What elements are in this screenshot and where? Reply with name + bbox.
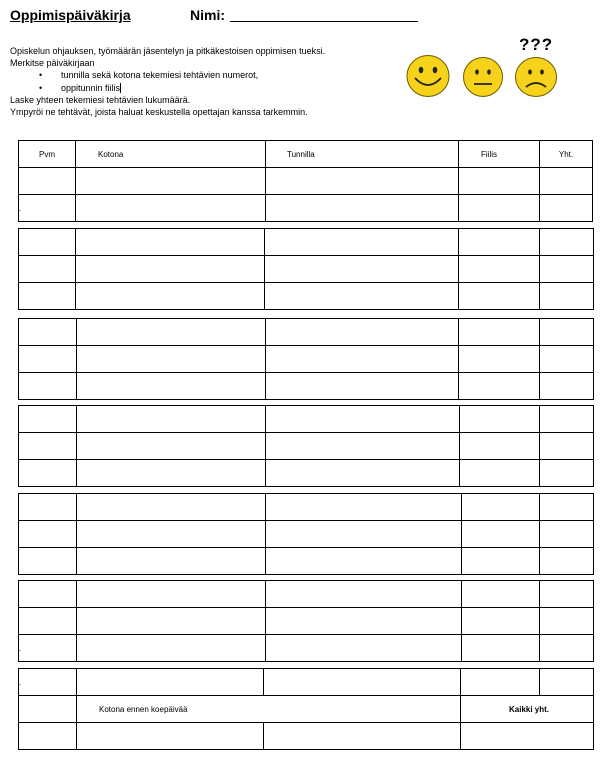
lesson-cell[interactable]: [266, 460, 460, 487]
mood-cell[interactable]: [460, 406, 540, 433]
table-row[interactable]: [19, 168, 593, 195]
instruction-bullet: • oppitunnin fiilis: [48, 82, 325, 94]
neutral-face-icon: [462, 56, 504, 98]
table-row[interactable]: [19, 406, 594, 433]
total-cell[interactable]: [540, 229, 594, 256]
table-row[interactable]: [19, 346, 594, 373]
mood-cell[interactable]: [459, 346, 540, 373]
table-row[interactable]: [19, 283, 594, 310]
home-cell[interactable]: [77, 669, 264, 696]
total-cell[interactable]: [540, 373, 594, 400]
lesson-cell[interactable]: [266, 494, 462, 521]
total-cell[interactable]: [540, 433, 594, 460]
lesson-cell[interactable]: [266, 521, 462, 548]
intro-line-1: Opiskelun ohjauksen, työmäärän jäsentelyn ja pitkäkestoisen oppimisen tueksi.: [10, 46, 326, 56]
diary-table-group-4: [18, 405, 594, 487]
date-cell[interactable]: .: [19, 635, 77, 662]
date-cell[interactable]: [19, 168, 76, 195]
home-cell[interactable]: [77, 346, 266, 373]
table-row[interactable]: [19, 669, 594, 696]
total-cell[interactable]: [540, 195, 593, 222]
total-cell[interactable]: [540, 521, 594, 548]
lesson-cell[interactable]: [266, 319, 459, 346]
home-cell[interactable]: [77, 635, 266, 662]
date-cell[interactable]: .: [19, 195, 76, 222]
lesson-cell[interactable]: [264, 723, 461, 750]
header-date: Pvm: [19, 141, 76, 168]
diary-table-group-6: [18, 580, 594, 662]
header-lesson: Tunnilla: [266, 141, 459, 168]
diary-table-summary: [18, 668, 594, 750]
name-label: Nimi:: [190, 7, 225, 23]
home-cell[interactable]: [76, 256, 265, 283]
lesson-cell[interactable]: [266, 608, 462, 635]
grand-total-cell[interactable]: [461, 723, 594, 750]
home-cell[interactable]: [77, 460, 266, 487]
date-cell[interactable]: [19, 319, 77, 346]
confused-face-icon: [514, 56, 558, 98]
home-cell[interactable]: [77, 608, 266, 635]
date-cell[interactable]: [19, 521, 77, 548]
summary-row: [19, 696, 594, 723]
header-mood: Fiilis: [459, 141, 540, 168]
total-cell[interactable]: [540, 548, 594, 575]
lesson-cell[interactable]: [266, 346, 459, 373]
mood-cell[interactable]: [459, 195, 540, 222]
total-cell[interactable]: [540, 406, 594, 433]
total-cell[interactable]: [540, 635, 594, 662]
total-cell[interactable]: [540, 168, 593, 195]
mood-cell[interactable]: [460, 460, 540, 487]
mood-cell[interactable]: [462, 494, 540, 521]
table-row[interactable]: [19, 373, 594, 400]
mood-cell[interactable]: [459, 229, 540, 256]
intro-line-3: Laske yhteen tekemiesi tehtävien lukumäärä.: [10, 94, 191, 105]
home-cell[interactable]: [77, 406, 266, 433]
table-row[interactable]: [19, 635, 594, 662]
table-row[interactable]: [19, 494, 594, 521]
total-cell[interactable]: [540, 581, 594, 608]
date-cell[interactable]: [19, 460, 77, 487]
mood-cell[interactable]: [461, 669, 540, 696]
home-cell[interactable]: [76, 168, 266, 195]
home-cell[interactable]: [77, 494, 266, 521]
table-row[interactable]: [19, 723, 594, 750]
mood-cell[interactable]: [459, 283, 540, 310]
date-cell[interactable]: [19, 256, 76, 283]
home-cell[interactable]: [77, 319, 266, 346]
table-row[interactable]: [19, 256, 594, 283]
mood-cell[interactable]: [460, 433, 540, 460]
lesson-cell[interactable]: [265, 283, 459, 310]
diary-table-group-5: [18, 493, 594, 575]
home-cell[interactable]: [77, 433, 266, 460]
mood-cell[interactable]: [462, 608, 540, 635]
table-row[interactable]: [19, 460, 594, 487]
instruction-list: [10, 69, 325, 93]
instructions: [10, 45, 325, 118]
lesson-cell[interactable]: [266, 433, 460, 460]
date-cell[interactable]: .: [19, 669, 77, 696]
home-cell[interactable]: [76, 229, 265, 256]
home-cell[interactable]: [76, 283, 265, 310]
page-title: Oppimispäiväkirja: [10, 7, 131, 23]
happy-face-icon: [405, 54, 451, 98]
mood-cell[interactable]: [459, 319, 540, 346]
mood-cell[interactable]: [459, 373, 540, 400]
date-cell[interactable]: [19, 581, 77, 608]
lesson-cell[interactable]: [266, 581, 462, 608]
total-cell[interactable]: [540, 608, 594, 635]
mood-cell[interactable]: [459, 168, 540, 195]
lesson-cell[interactable]: [265, 229, 459, 256]
instruction-bullet: • tunnilla sekä kotona tekemiesi tehtävien numerot,: [48, 69, 325, 81]
question-marks: ???: [519, 35, 554, 54]
total-cell[interactable]: [540, 319, 594, 346]
mood-cell[interactable]: [462, 548, 540, 575]
table-row[interactable]: [19, 548, 594, 575]
diary-table-group-3: [18, 318, 594, 400]
lesson-cell[interactable]: [266, 195, 459, 222]
date-cell[interactable]: [19, 723, 77, 750]
lesson-cell[interactable]: [266, 373, 459, 400]
date-cell[interactable]: [19, 373, 77, 400]
diary-table-group-1: [18, 140, 593, 222]
total-cell[interactable]: [540, 346, 594, 373]
header-home: Kotona: [76, 141, 266, 168]
table-row[interactable]: [19, 319, 594, 346]
date-cell[interactable]: [19, 494, 77, 521]
date-cell[interactable]: [19, 346, 77, 373]
mood-cell[interactable]: [462, 635, 540, 662]
table-row[interactable]: [19, 521, 594, 548]
text-cursor: [120, 83, 121, 93]
table-header-row: [19, 141, 593, 168]
before-exam-label: Kotona ennen koepäivää: [77, 696, 461, 723]
intro-line-2: Merkitse päiväkirjaan: [10, 58, 95, 69]
intro-line-4: Ympyröi ne tehtävät, joista haluat keskustella opettajan kanssa tarkemmin.: [10, 107, 308, 118]
grand-total-label: Kaikki yht.: [461, 696, 594, 723]
header-total: Yht.: [540, 141, 593, 168]
lesson-cell[interactable]: [266, 168, 459, 195]
home-cell[interactable]: [77, 373, 266, 400]
mood-cell[interactable]: [462, 521, 540, 548]
total-cell[interactable]: [540, 669, 594, 696]
table-row[interactable]: [19, 581, 594, 608]
total-cell[interactable]: [540, 494, 594, 521]
total-cell[interactable]: [540, 283, 594, 310]
date-cell[interactable]: [19, 229, 76, 256]
lesson-cell[interactable]: [266, 635, 462, 662]
date-cell[interactable]: [19, 548, 77, 575]
table-row[interactable]: [19, 195, 593, 222]
lesson-cell[interactable]: [265, 256, 459, 283]
home-cell[interactable]: [76, 195, 266, 222]
date-cell[interactable]: [19, 433, 77, 460]
diary-table-group-2: [18, 228, 594, 310]
date-cell[interactable]: [19, 608, 77, 635]
date-cell[interactable]: [19, 406, 77, 433]
lesson-cell[interactable]: [266, 548, 462, 575]
date-cell[interactable]: [19, 696, 77, 723]
home-cell[interactable]: [77, 723, 264, 750]
lesson-cell[interactable]: [264, 669, 461, 696]
table-row[interactable]: [19, 433, 594, 460]
name-field-line[interactable]: [230, 21, 418, 22]
total-cell[interactable]: [540, 256, 594, 283]
date-cell[interactable]: [19, 283, 76, 310]
mood-cell[interactable]: [462, 581, 540, 608]
home-cell[interactable]: [77, 581, 266, 608]
total-cell[interactable]: [540, 460, 594, 487]
lesson-cell[interactable]: [266, 406, 460, 433]
home-cell[interactable]: [77, 521, 266, 548]
table-row[interactable]: [19, 229, 594, 256]
table-row[interactable]: [19, 608, 594, 635]
mood-cell[interactable]: [459, 256, 540, 283]
home-cell[interactable]: [77, 548, 266, 575]
